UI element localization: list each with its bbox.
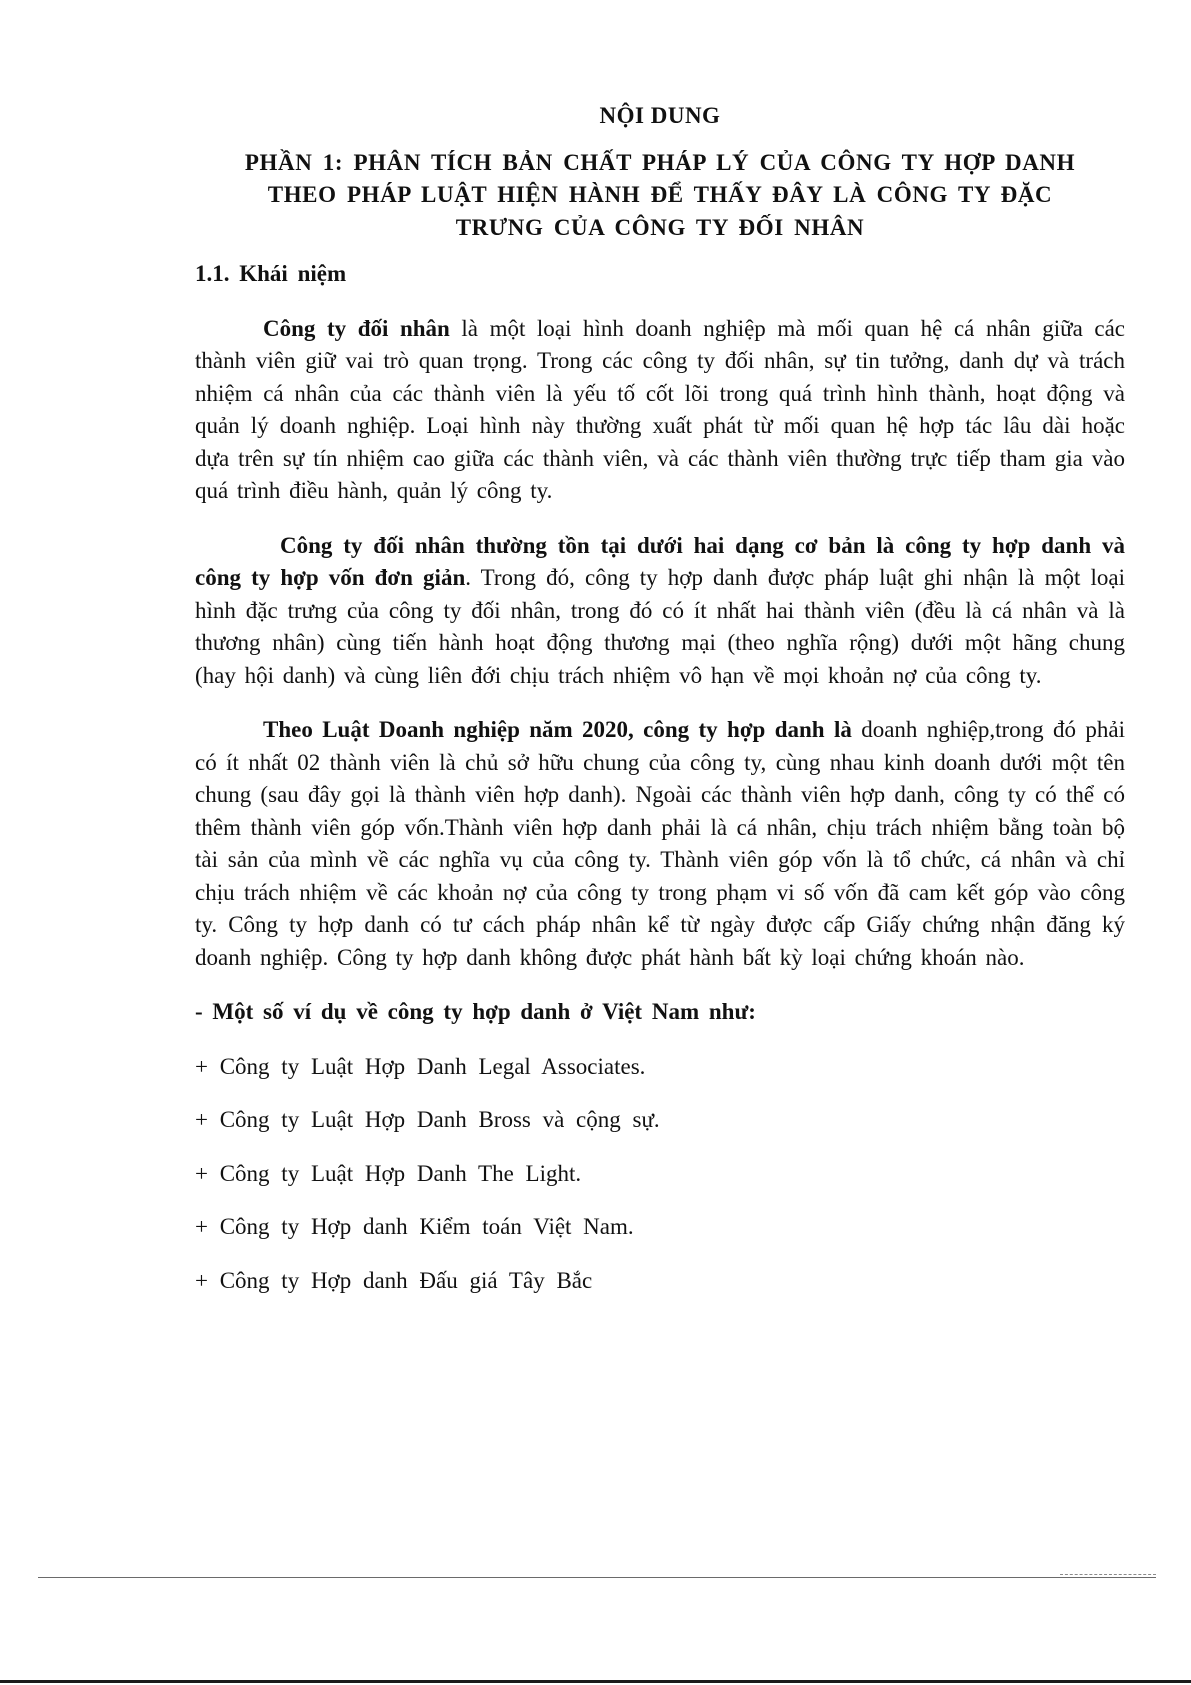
part-heading <box>195 147 1125 245</box>
footer-divider-dashed <box>1060 1574 1156 1575</box>
paragraph-bold-lead: Công ty đối nhân <box>263 315 450 341</box>
paragraph-bold-lead: Công ty đối nhân thường tồn tại dưới hai dạng cơ bản là công ty hợp danh và công ty hợp vốn đơn giản <box>195 532 1125 590</box>
list-item: + Công ty Luật Hợp Danh Legal Associates. <box>195 1053 646 1079</box>
part-heading-line: THEO PHÁP LUẬT HIỆN HÀNH ĐỂ THẤY ĐÂY LÀ CÔNG TY ĐẶC <box>267 182 1053 207</box>
paragraph-text: . Trong đó, công ty hợp danh được pháp luật ghi nhận là một loại hình đặc trưng của công ty đối nhân, trong đó có ít nhất hai thành viên (đều là cá nhân và là thương nhân) cùng tiến hành hoạt động thương mại (theo nghĩa rộng) dưới một hãng chung (hay hội danh) và cùng liên đới chịu trách nhiệm vô hạn về mọi khoản nợ của công ty. <box>195 565 1125 688</box>
examples-heading: - Một số ví dụ về công ty hợp danh ở Việt Nam như: <box>195 999 756 1024</box>
list-item: + Công ty Luật Hợp Danh The Light. <box>195 1160 582 1186</box>
paragraph-forms <box>195 530 1125 693</box>
paragraph-text: là một loại hình doanh nghiệp mà mối quan hệ cá nhân giữa các thành viên giữ vai trò quan trọng. Trong các công ty đối nhân, sự tin tưởng, danh dự và trách nhiệm cá nhân của các thành viên là yếu tố cốt lõi trong quá trình hình thành, hoạt động và quản lý doanh nghiệp. Loại hình này thường xuất phát từ mối quan hệ hợp tác lâu dài hoặc dựa trên sự tín nhiệm cao giữa các thành viên, và các thành viên thường trực tiếp tham gia vào quá trình điều hành, quản lý công ty. <box>195 315 1125 503</box>
paragraph-text: doanh nghiệp,trong đó phải có ít nhất 02 thành viên là chủ sở hữu chung của công ty, cùng nhau kinh doanh dưới một tên chung (sau đây gọi là thành viên hợp danh). Ngoài các thành viên hợp danh, công ty có thể có thêm thành viên góp vốn.Thành viên hợp danh phải là cá nhân, chịu trách nhiệm bằng toàn bộ tài sản của mình về các nghĩa vụ của công ty. Thành viên góp vốn là tổ chức, cá nhân và chỉ chịu trách nhiệm về các khoản nợ của công ty trong phạm vi số vốn đã cam kết góp vào công ty. Công ty hợp danh có tư cách pháp nhân kể từ ngày được cấp Giấy chứng nhận đăng ký doanh nghiệp. Công ty hợp danh không được phát hành bất kỳ loại chứng khoán nào. <box>195 717 1125 970</box>
paragraph-law <box>195 714 1125 974</box>
list-item: + Công ty Hợp danh Đấu giá Tây Bắc <box>195 1267 593 1293</box>
paragraph-bold-lead: Theo Luật Doanh nghiệp năm 2020, công ty hợp danh là <box>263 717 852 742</box>
footer-divider <box>38 1577 1156 1578</box>
document-title: NỘI DUNG <box>599 103 721 128</box>
part-heading-line: PHẦN 1: PHÂN TÍCH BẢN CHẤT PHÁP LÝ CỦA CÔNG TY HỢP DANH <box>244 149 1076 175</box>
list-item: + Công ty Hợp danh Kiểm toán Việt Nam. <box>195 1214 634 1239</box>
list-item: + Công ty Luật Hợp Danh Bross và cộng sự. <box>195 1107 660 1132</box>
part-heading-line: TRƯNG CỦA CÔNG TY ĐỐI NHÂN <box>455 214 865 240</box>
page-bottom-border <box>0 1680 1191 1683</box>
examples-list <box>195 1051 1125 1298</box>
document-page <box>195 100 1125 1318</box>
paragraph-definition <box>195 313 1125 508</box>
section-heading: 1.1. Khái niệm <box>195 261 347 286</box>
